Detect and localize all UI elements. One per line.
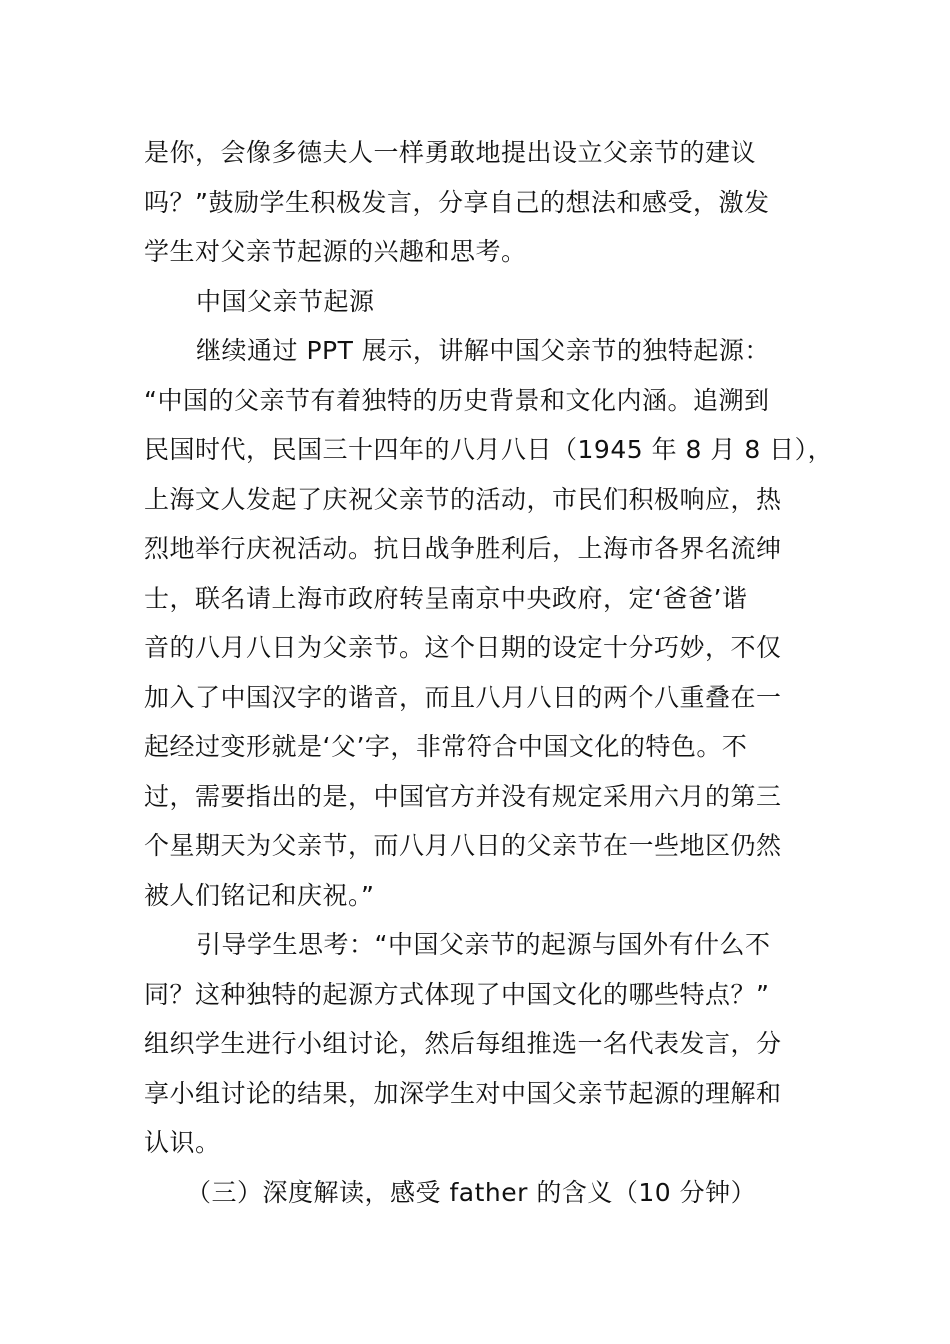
text-line: 是你，会像多德夫人一样勇敢地提出设立父亲节的建议: [144, 138, 757, 167]
section-heading-text: （三）深度解读，感受 father 的含义（10 分钟）: [186, 1177, 757, 1207]
text-line: “中国的父亲节有着独特的历史背景和文化内涵。追溯到: [144, 385, 770, 415]
text-line: 同？这种独特的起源方式体现了中国文化的哪些特点？”: [144, 979, 770, 1009]
text-line: 组织学生进行小组讨论，然后每组推选一名代表发言，分: [144, 1029, 782, 1058]
section-heading-3: [144, 1168, 824, 1218]
text-line: 学生对父亲节起源的兴趣和思考。: [144, 237, 527, 266]
text-line: 加入了中国汉字的谐音，而且八月八日的两个八重叠在一: [144, 682, 782, 712]
text-line: 认识。: [144, 1128, 221, 1157]
subheading-china-fathers-day-origin: [144, 277, 824, 327]
paragraph-guided-thinking: [144, 920, 824, 1168]
text-line: 享小组讨论的结果，加深学生对中国父亲节起源的理解和: [144, 1078, 782, 1108]
document-body: [144, 128, 834, 1217]
text-line: 上海文人发起了庆祝父亲节的活动，市民们积极响应，热: [144, 484, 782, 514]
text-line: 被人们铭记和庆祝。”: [144, 880, 375, 910]
text-line: 引导学生思考：“中国父亲节的起源与国外有什么不: [196, 930, 771, 959]
text-line: 过，需要指出的是，中国官方并没有规定采用六月的第三: [144, 781, 782, 811]
text-line: 民国时代，民国三十四年的八月八日（1945 年 8 月 8 日），: [144, 435, 834, 464]
paragraph-continuation: [144, 128, 824, 277]
text-line: 士，联名请上海市政府转呈南京中央政府，定‘爸爸’谐: [144, 583, 748, 613]
text-line: 个星期天为父亲节，而八月八日的父亲节在一些地区仍然: [144, 831, 782, 860]
text-line: 音的八月八日为父亲节。这个日期的设定十分巧妙，不仅: [144, 633, 782, 662]
subheading-text: 中国父亲节起源: [196, 286, 375, 316]
text-line: 起经过变形就是‘父’字，非常符合中国文化的特色。不: [144, 732, 748, 761]
text-line: 烈地举行庆祝活动。抗日战争胜利后，上海市各界名流绅: [144, 534, 782, 563]
text-line: 继续通过 PPT 展示，讲解中国父亲节的独特起源：: [196, 336, 770, 365]
paragraph-china-origin: [144, 326, 834, 920]
text-line: 吗？”鼓励学生积极发言，分享自己的想法和感受，激发: [144, 187, 770, 217]
